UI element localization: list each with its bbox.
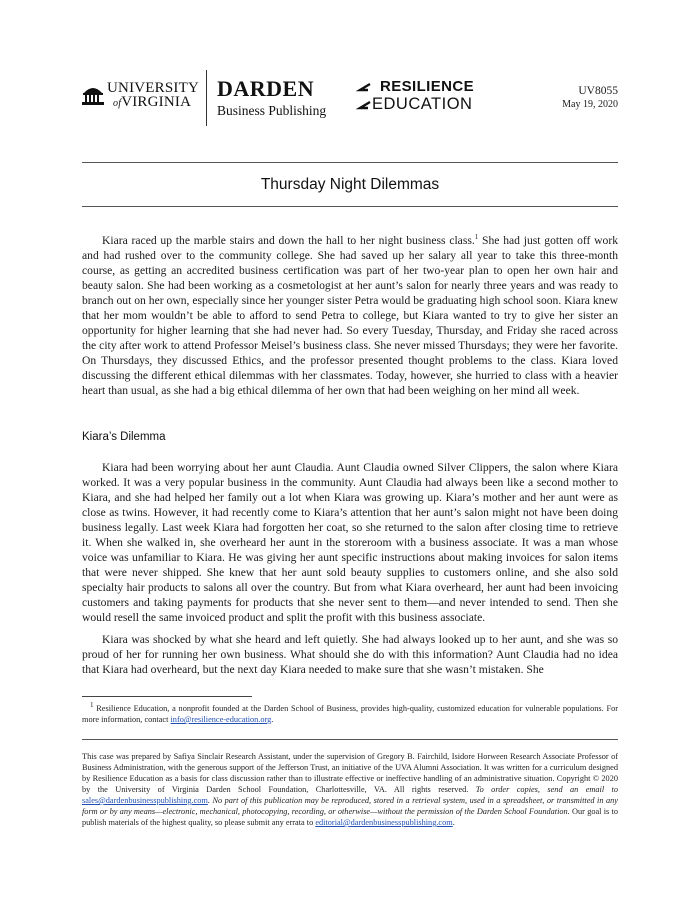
case-number: UV8055 bbox=[578, 85, 618, 97]
title-rule-bottom bbox=[82, 206, 618, 207]
footnote: $^1$ Resilience Education, a nonprofit founded at the Darden School of Business, provides high-quality, customized education for vulnerable populations. For more information, contact info@resilience-education.org. bbox=[82, 701, 618, 724]
case-identifier bbox=[562, 84, 618, 111]
footnote-email-link[interactable]: info@resilience-education.org bbox=[170, 715, 272, 724]
case-date: May 19, 2020 bbox=[562, 99, 618, 110]
resilience-line1: RESILIENCE bbox=[380, 78, 475, 95]
preparation-note: This case was prepared by Safiya Sinclair Research Assistant, under the supervision of Gregory B. Fairchild, Isidore Horween Research Associate Professor of Business Administration, with the generous support of the Jefferson Trust, an initiative of the UVA Alumni Association. It was written for a curriculum designed by Resilience Education as a basis for class discussion rather than to illustrate effective or ineffective handling of an administrative situation. Copyright © 2020 by the University of Virginia Darden School Foundation, Charlottesville, VA. All rights reserved. To order copies, send an email to sales@dardenbusinesspublishing.com. No part of this publication may be reproduced, stored in a retrieval system, used in a spreadsheet, or transmitted in any form or by any means—electronic, mechanical, photocopying, recording, or otherwise—without the permission of the Darden School Foundation. Our goal is to publish materials of the highest quality, so please submit any errata to editorial@dardenbusinesspublishing.com. bbox=[82, 752, 618, 827]
section-heading: Kiara’s Dilemma bbox=[82, 431, 166, 443]
footnote-marker: 1 bbox=[474, 233, 479, 242]
resilience-logo bbox=[350, 79, 480, 113]
paragraph-3: Kiara was shocked by what she heard and left quietly. She had always looked up to her aunt, and she was so proud of her for running her own business. What should she do with this information? Aunt Claudia had no idea that Kiara had overheard, but the next day Kiara needed to make sure that she wasn’t mistaken. She bbox=[82, 633, 618, 676]
editorial-email-link[interactable]: editorial@dardenbusinesspublishing.com bbox=[315, 818, 453, 827]
title-rule-top bbox=[82, 162, 618, 163]
uva-line2: ofVIRGINIA bbox=[113, 94, 192, 110]
rotunda-icon bbox=[82, 83, 104, 105]
darden-title: DARDEN bbox=[217, 76, 315, 101]
resilience-line2: EDUCATION bbox=[372, 95, 473, 113]
prep-note-rule bbox=[82, 739, 618, 740]
uva-of: of bbox=[113, 98, 122, 109]
paragraph-2: Kiara had been worrying about her aunt Claudia. Aunt Claudia owned Silver Clippers, the salon where Kiara worked. It was a very popular business in the community. Aunt Claudia had always been like a second mother to Kiara, and she had helped her family out a lot when Kiara was growing up. Kiara’s mother and her aunt were as close as twins. However, it had recently come to Kiara’s attention that her aunt’s salon might not have been doing business legally. Last week Kiara had forgotten her coat, so she returned to the salon after closing time to retrieve it. When she walked in, she overheard her aunt in the storeroom with a business associate. It was a man whose voice was unfamiliar to Kiara. He was giving her aunt specific instructions about making invoices for salon items that were never shipped. She knew that her aunt sold beauty supplies to customers online, and she also sold specialty hair products to salons all over the country. But from what Kiara overheard, her aunt had been invoicing customers and taking payments for products that she never sent to them—and never intended to send. Then she would resell the same invoiced product and split the profit with this business associate. bbox=[82, 461, 618, 624]
footnote-rule bbox=[82, 696, 252, 697]
darden-logo bbox=[217, 78, 326, 120]
intro-paragraph: Kiara raced up the marble stairs and down the hall to her night business class.$^1$ She had just gotten off work and had rushed over to the community college. She had saved up her salary all year to take this three-month course, as getting an accredited business certification was part of her two-year plan to open her own hair and beauty salon. She had been working as a cosmetologist at her aunt’s salon for nearly three years and was ready to branch out on her own, especially since her younger sister Petra would be graduating high school soon. Kiara knew that her mom wouldn’t be able to afford to send Petra to college, but Kiara wanted to try to give her sister an opportunity for higher learning that she had never had. So every Tuesday, Thursday, and Friday she raced across the city after work to attend Professor Meisel’s business class. She never missed Thursdays; they were her favorite. On Thursdays, they discussed Ethics, and the professor presented thought problems to the class. Kiara loved discussing the different ethical dilemmas with her classmates. Today, however, she hurried to class with a heavier heart than usual, as she had a big ethical dilemma of her own that had been weighing on her mind all week. bbox=[82, 233, 619, 397]
document-title: Thursday Night Dilemmas bbox=[260, 176, 440, 193]
uva-wordmark bbox=[107, 81, 199, 111]
darden-subtitle: Business Publishing bbox=[217, 103, 327, 118]
uva-line1: UNIVERSITY bbox=[107, 80, 199, 96]
uva-logo bbox=[82, 81, 197, 113]
sales-email-link[interactable]: sales@dardenbusinesspublishing.com bbox=[82, 796, 208, 805]
header-divider bbox=[206, 70, 207, 126]
